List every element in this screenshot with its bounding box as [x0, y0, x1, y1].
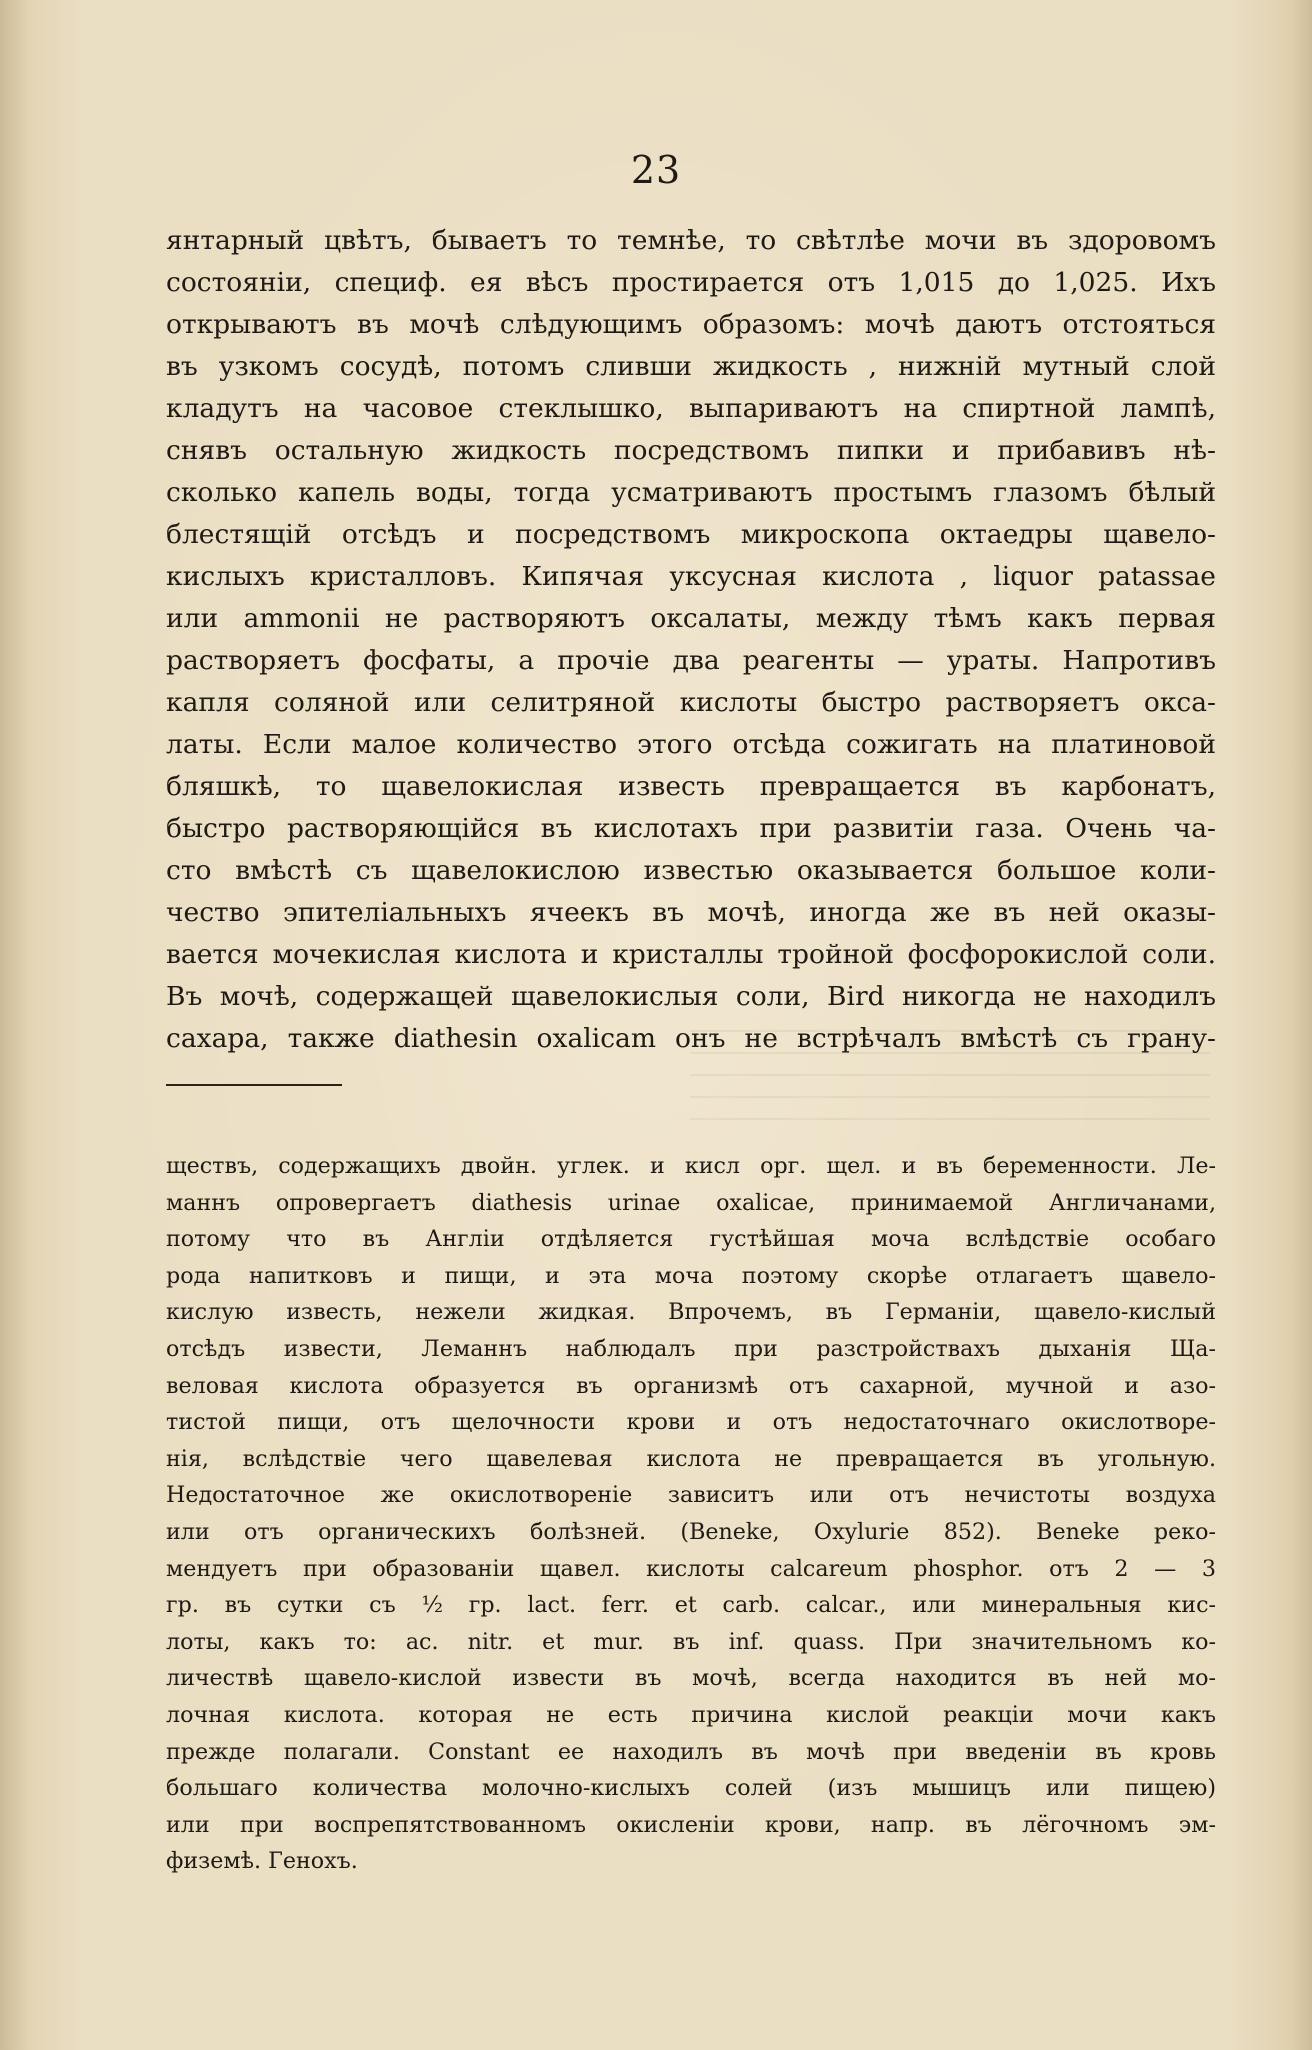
main-text-line: сколько капель воды, тогда усматриваютъ простымъ глазомъ бѣлый	[166, 477, 1216, 508]
footnote-line: или отъ органическихъ болѣзней. (Beneke, Oxylurie 852). Beneke реко-	[166, 1518, 1216, 1545]
main-text-line: сахара, также diathesin oxalicam онъ не встрѣчалъ вмѣстѣ съ грану-	[166, 1023, 1216, 1054]
footnote-line: мендуетъ при образованіи щавел. кислоты calcareum phosphor. отъ 2 — 3	[166, 1555, 1216, 1582]
main-text-line: открываютъ въ мочѣ слѣдующимъ образомъ: мочѣ даютъ отстояться	[166, 309, 1216, 340]
footnote-separator	[166, 1084, 342, 1086]
main-text-line: или ammonii не растворяютъ оксалаты, между тѣмъ какъ первая	[166, 603, 1216, 634]
footnote-line: прежде полагали. Constant ее находилъ въ мочѣ при введеніи въ кровь	[166, 1738, 1216, 1765]
footnote-line: тистой пищи, отъ щелочности крови и отъ недостаточнаго окислотворе-	[166, 1409, 1216, 1436]
footnote-line: физемѣ. Генохъ.	[166, 1848, 358, 1875]
footnote-line: Недостаточное же окислотвореніе зависитъ или отъ нечистоты воздуха	[166, 1482, 1216, 1509]
main-text-line: снявъ остальную жидкость посредствомъ пипки и прибавивъ нѣ-	[166, 435, 1216, 466]
main-text-block	[166, 220, 1216, 1060]
footnote-block	[166, 1148, 1216, 1880]
main-text-line: бляшкѣ, то щавелокислая известь превращается въ карбонатъ,	[166, 771, 1216, 802]
main-text-line: латы. Если малое количество этого отсѣда сожигать на платиновой	[166, 729, 1216, 760]
main-text-line: вается мочекислая кислота и кристаллы тройной фосфорокислой соли.	[166, 939, 1216, 970]
footnote-line: или при воспрепятствованномъ окисленіи крови, напр. въ лёгочномъ эм-	[166, 1811, 1216, 1838]
footnote-line: личествѣ щавело-кислой извести въ мочѣ, всегда находится въ ней мо-	[166, 1665, 1216, 1692]
footnote-line: отсѣдъ извести, Леманнъ наблюдалъ при разстройствахъ дыханія Ща-	[166, 1335, 1216, 1362]
footnote-line: потому что въ Англіи отдѣляется густѣйшая моча вслѣдствіе особаго	[166, 1226, 1216, 1253]
footnote-line: лочная кислота. которая не есть причина кислой реакціи мочи какъ	[166, 1701, 1216, 1728]
footnote-line: веловая кислота образуется въ организмѣ отъ сахарной, мучной и азо-	[166, 1372, 1216, 1399]
main-text-line: въ узкомъ сосудѣ, потомъ сливши жидкость , нижній мутный слой	[166, 351, 1216, 382]
main-text-line: кислыхъ кристалловъ. Кипячая уксусная кислота , liquor patassae	[166, 561, 1216, 592]
main-text-line: сто вмѣстѣ съ щавелокислою известью оказывается большое коли-	[166, 855, 1216, 886]
main-text-line: быстро растворяющійся въ кислотахъ при развитіи газа. Очень ча-	[166, 813, 1216, 844]
footnote-line: лоты, какъ то: ac. nitr. et mur. въ inf. quass. При значительномъ ко-	[166, 1628, 1216, 1655]
main-text-line: капля соляной или селитряной кислоты быстро растворяетъ окса-	[166, 687, 1216, 718]
main-text-line: чество эпителіальныхъ ячеекъ въ мочѣ, иногда же въ ней оказы-	[166, 897, 1216, 928]
main-text-line: янтарный цвѣтъ, бываетъ то темнѣе, то свѣтлѣе мочи въ здоровомъ	[166, 225, 1216, 256]
main-text-line: Въ мочѣ, содержащей щавелокислыя соли, Bird никогда не находилъ	[166, 981, 1216, 1012]
page-number: 23	[630, 148, 682, 192]
footnote-line: ществъ, содержащихъ двойн. углек. и кисл орг. щел. и въ беременности. Ле-	[166, 1153, 1216, 1179]
main-text-line: блестящій отсѣдъ и посредствомъ микроскопа октаедры щавело-	[166, 519, 1216, 550]
main-text-line: растворяетъ фосфаты, а прочіе два реагенты — ураты. Напротивъ	[166, 645, 1216, 676]
footnote-line: рода напитковъ и пищи, и эта моча поэтому скорѣе отлагаетъ щавело-	[166, 1262, 1216, 1289]
footnote-line: кислую известь, нежели жидкая. Впрочемъ, въ Германіи, щавело-кислый	[166, 1299, 1216, 1326]
footnote-line: нія, вслѣдствіе чего щавелевая кислота не превращается въ угольную.	[166, 1445, 1216, 1472]
footnote-line: большаго количества молочно-кислыхъ солей (изъ мышицъ или пищею)	[166, 1775, 1216, 1802]
main-text-line: состояніи, специф. ея вѣсъ простирается отъ 1,015 до 1,025. Ихъ	[166, 267, 1216, 298]
footnote-line: гр. въ сутки съ ½ гр. lact. ferr. et carb. calcar., или минеральныя кис-	[166, 1592, 1216, 1619]
footnote-line: маннъ опровергаетъ diathesis urinae oxalicae, принимаемой Англичанами,	[166, 1189, 1216, 1216]
main-text-line: кладутъ на часовое стеклышко, выпариваютъ на спиртной лампѣ,	[166, 393, 1216, 424]
